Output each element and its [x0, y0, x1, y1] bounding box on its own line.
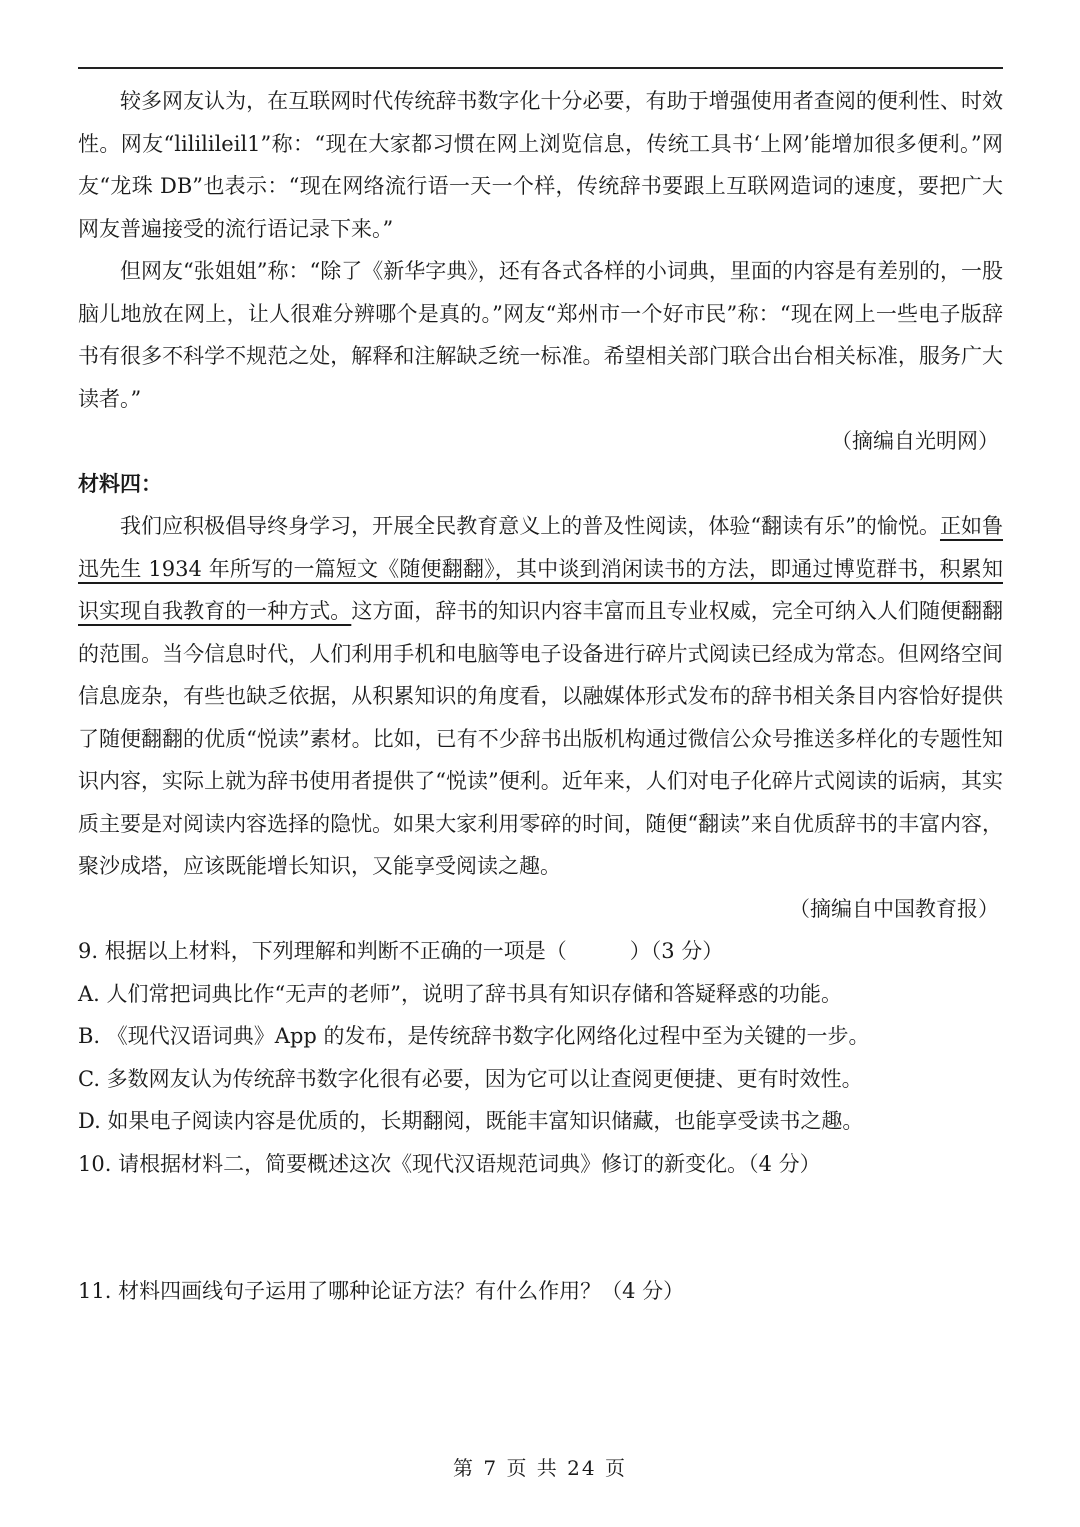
- page-footer: 第 7 页 共 24 页: [453, 1456, 627, 1480]
- material3-paragraph-2: 但网友“张姐姐”称：“除了《新华字典》，还有各式各样的小词典，里面的内容是有差别的，一股脑儿地放在网上，让人很难分辨哪个是真的。”网友“郑州市一个好市民”称：“现在网上一些电子版辞书有很多不科学不规范之处，解释和注解缺乏统一标准。希望相关部门联合出台相关标准，服务广大读者。”: [78, 259, 1003, 411]
- material4-text-after: 这方面，辞书的知识内容丰富而且专业权威，完全可纳入人们随便翻翻的范围。当今信息时代，人们利用手机和电脑等电子设备进行碎片式阅读已经成为常态。但网络空间信息庞杂，有些也缺乏依据，从积累知识的角度看，以融媒体形式发布的辞书相关条目内容恰好提供了随便翻翻的优质“悦读”素材。比如，已有不少辞书出版机构通过微信公众号推送多样化的专题性知识内容，实际上就为辞书使用者提供了“悦读”便利。近年来，人们对电子化碎片式阅读的诟病，其实质主要是对阅读内容选择的隐忧。如果大家利用零碎的时间，随便“翻读”来自优质辞书的丰富内容，聚沙成塔，应该既能增长知识，又能享受阅读之趣。: [78, 599, 1004, 878]
- material4-title: 材料四：: [78, 470, 162, 496]
- question-9-option-b: B. 《现代汉语词典》App 的发布，是传统辞书数字化网络化过程中至为关键的一步。: [78, 1024, 870, 1048]
- material3-source: （摘编自光明网）: [831, 429, 999, 453]
- material3-paragraph-1: 较多网友认为，在互联网时代传统辞书数字化十分必要，有助于增强使用者查阅的便利性、时效性。网友“lililileil1”称：“现在大家都习惯在网上浏览信息，传统工具书‘上网’能增加很多便利。”网友“龙珠 DB”也表示：“现在网络流行语一天一个样，传统辞书要跟上互联网造词的速度，要把广大网友普遍接受的流行语记录下来。”: [78, 89, 1003, 241]
- question-10: 10. 请根据材料二，简要概述这次《现代汉语规范词典》修订的新变化。（4 分）: [78, 1151, 821, 1176]
- document-body: [78, 80, 1003, 1313]
- question-9-option-d: D. 如果电子阅读内容是优质的，长期翻阅，既能丰富知识储藏，也能享受读书之趣。: [78, 1109, 864, 1133]
- answer-space-10: [78, 1185, 1003, 1270]
- material4-paragraph: [78, 505, 1003, 888]
- header-rule: [78, 67, 1003, 69]
- question-9-option-a: A. 人们常把词典比作“无声的老师”，说明了辞书具有知识存储和答疑释惑的功能。: [78, 981, 842, 1006]
- material4-source: （摘编自中国教育报）: [789, 896, 999, 921]
- material4-underlined-sentence: 正如鲁迅先生 1934 年所写的一篇短文《随便翻翻》，其中谈到消闲读书的方法，即通过博览群书，积累知识实现自我教育的一种方式。: [78, 514, 1004, 623]
- question-9-option-c: C. 多数网友认为传统辞书数字化很有必要，因为它可以让查阅更便捷、更有时效性。: [78, 1066, 863, 1091]
- question-9: 9. 根据以上材料，下列理解和判断不正确的一项是（ ）（3 分）: [78, 939, 724, 963]
- question-11: 11. 材料四画线句子运用了哪种论证方法？有什么作用？（4 分）: [78, 1279, 685, 1303]
- material4-text-before: 我们应积极倡导终身学习，开展全民教育意义上的普及性阅读，体验“翻读有乐”的愉悦。: [120, 514, 940, 538]
